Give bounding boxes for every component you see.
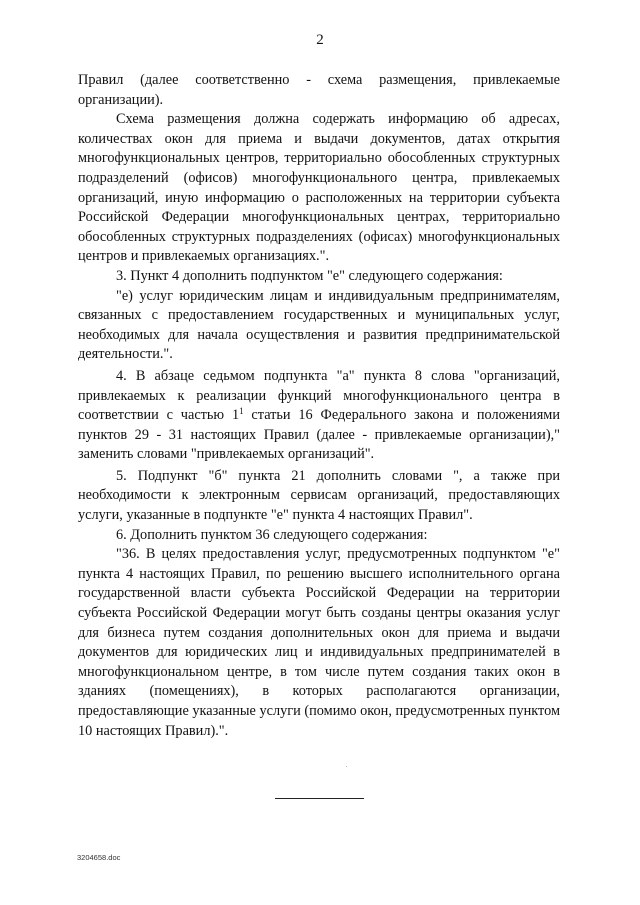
scan-speck: [346, 766, 347, 767]
paragraph-item-5: 5. Подпункт "б" пункта 21 дополнить словами ", а также при необходимости к электронным сервисам организаций, предоставляющих услуги, указанные в подпункте "е" пункта 4 настоящих Правил".: [78, 467, 560, 524]
paragraph-item-4: [78, 367, 560, 465]
footer-file-code: 3204658.doc: [77, 853, 121, 862]
end-rule-divider: [275, 798, 364, 799]
paragraph-continuation: Правил (далее соответственно - схема размещения, привлекаемые организации).: [78, 72, 560, 108]
paragraph-item-4-text-b: статьи 16 Федерального закона и положениями пунктов 29 - 31 настоящих Правил (далее - привлекаемые организации)," заменить словами "привлекаемых организаций".: [78, 407, 560, 463]
page-number: 2: [316, 32, 324, 48]
paragraph-item-36: "36. В целях предоставления услуг, предусмотренных подпунктом "е" пункта 4 настоящих Правил, по решению высшего исполнительного органа государственной власти субъекта Российской Федерации на территории субъекта Российской Федерации могут быть созданы центры оказания услуг для бизнеса путем создания дополнительных окон для приема и выдачи документов для юридических лиц и индивидуальных предпринимателей в многофункциональном центре, в том числе путем создания таких окон в зданиях (помещениях), в которых располагаются организации, предоставляющие указанные услуги (помимо окон, предусмотренных пунктом 10 настоящих Правил).".: [78, 546, 560, 739]
paragraph-item-6: 6. Дополнить пунктом 36 следующего содержания:: [116, 526, 428, 543]
paragraph-item-4-superscript: 1: [239, 406, 244, 417]
paragraph-placement-scheme: Схема размещения должна содержать информацию об адресах, количествах окон для приема и выдачи документов, датах открытия многофункциональных центров, территориально обособленных структурных подразделений (офисов) многофункционального центра, привлекаемых организаций, иную информацию о расположенных на территории субъекта Российской Федерации многофункциональных центрах, территориально обособленных структурных подразделениях (офисах) многофункциональных центров и привлекаемых организациях.".: [78, 111, 560, 265]
paragraph-subitem-e: "е) услуг юридическим лицам и индивидуальным предпринимателям, связанных с предоставлением государственных и муниципальных услуг, необходимых для начала осуществления и развития предпринимательской деятельности.".: [78, 287, 560, 363]
document-body: [78, 71, 560, 741]
paragraph-item-3: 3. Пункт 4 дополнить подпунктом "е" следующего содержания:: [116, 267, 503, 284]
paragraph-item-4-text-a: 4. В абзаце седьмом подпункта "а" пункта 8 слова "организаций, привлекаемых к реализации функций многофункционального центра в соответствии с частью 1: [78, 367, 560, 424]
